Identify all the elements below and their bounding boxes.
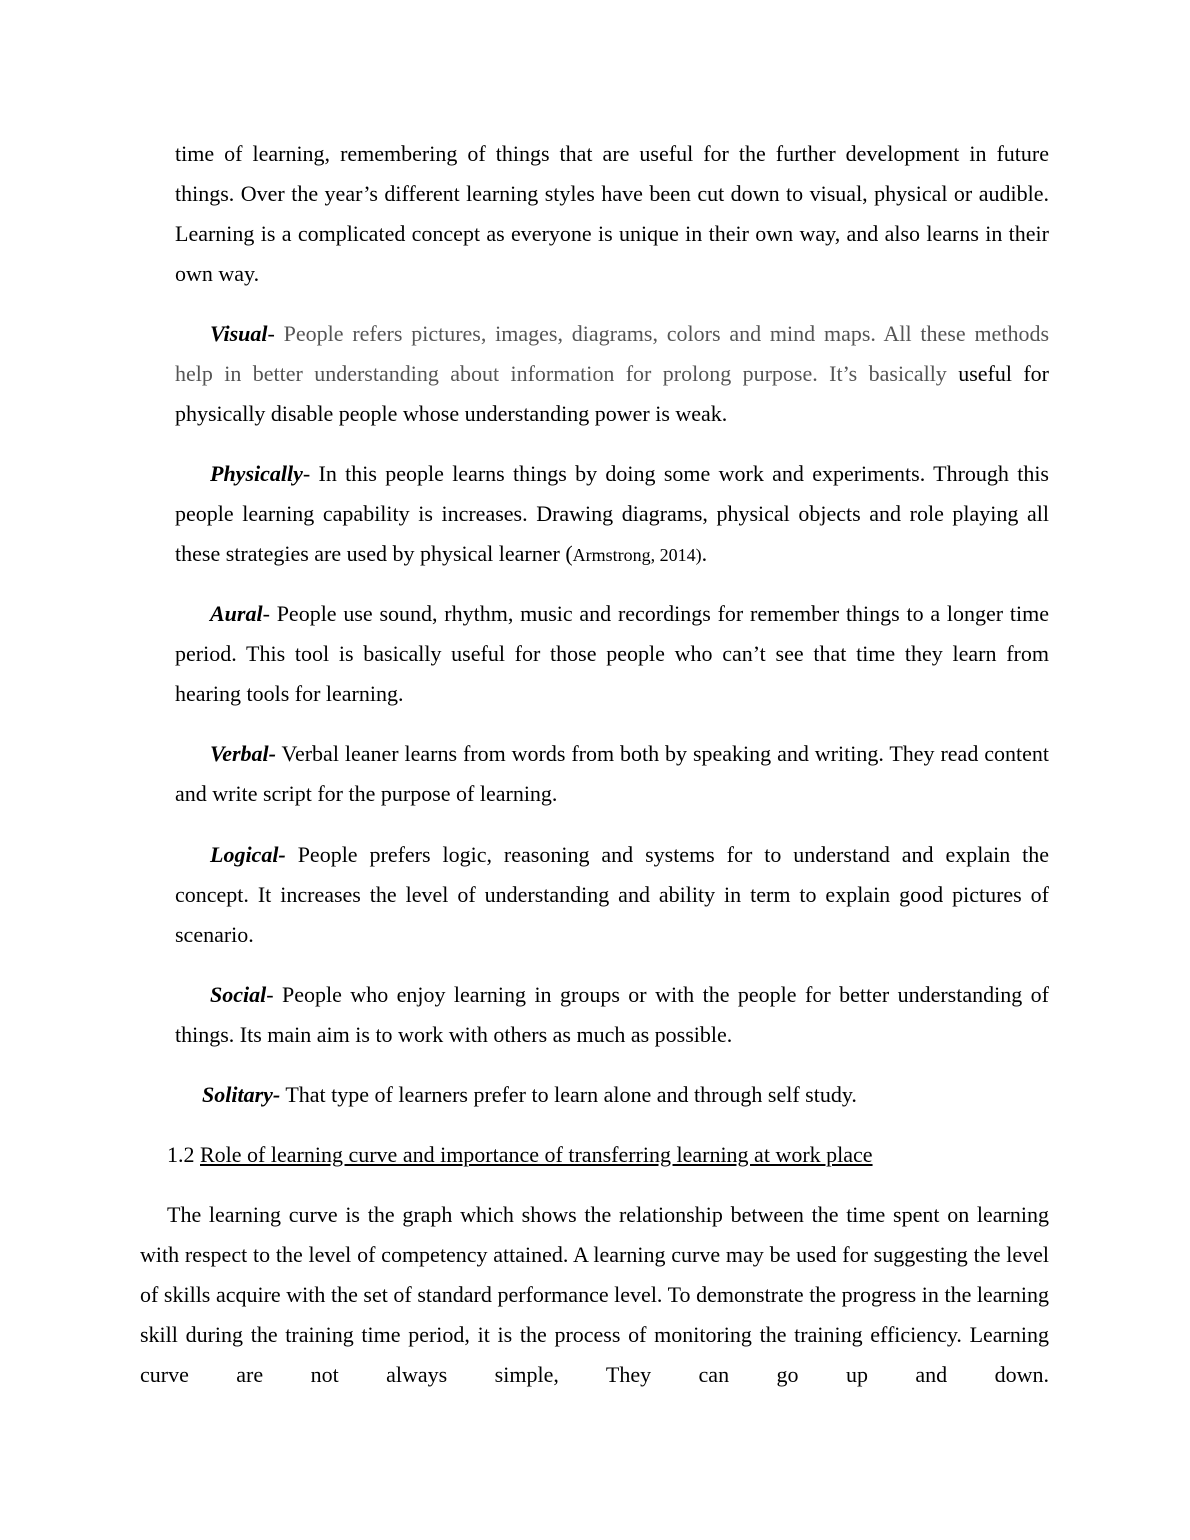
- style-aural-term: Aural: [210, 601, 263, 626]
- section-number: 1.2: [167, 1142, 200, 1167]
- style-visual-text: useful for physically disable people whose understanding power is weak.: [175, 361, 1049, 426]
- style-logical-text: People prefers logic, reasoning and systems for to understand and explain the concept. It increases the level of understanding and ability in term to explain good pictures of scenario.: [175, 842, 1049, 947]
- body-text: The learning curve is the graph which shows the relationship between the time spent on learning with respect to the level of competency attained. A learning curve may be used for suggesting the level of skills acquire with the set of standard performance level. To demonstrate the progress in the learning skill during the training time period, it is the process of monitoring the training efficiency. Learning curve are not always simple, They can go up and down.: [140, 1202, 1049, 1387]
- style-visual-text-muted: People refers pictures, images, diagrams, colors and mind maps. All these methods help in better understanding about information for prolong purpose. It’s basically: [175, 321, 1049, 386]
- style-physically-citation: Armstrong, 2014): [572, 545, 702, 565]
- style-solitary-paragraph: [175, 1075, 1049, 1115]
- style-physically-text: In this people learns things by doing some work and experiments. Through this people learning capability is increases. Drawing diagrams, physical objects and role playing all these strategies are used by physical learner (: [175, 461, 1049, 566]
- style-verbal-term: Verbal-: [210, 741, 276, 766]
- style-visual-term: Visual: [210, 321, 268, 346]
- style-physically-paragraph: [175, 454, 1049, 575]
- body-paragraph: [140, 1195, 1049, 1395]
- style-verbal-paragraph: [175, 734, 1049, 814]
- style-verbal-text: Verbal leaner learns from words from both by speaking and writing. They read content and write script for the purpose of learning.: [175, 741, 1049, 806]
- style-social-paragraph: [175, 975, 1049, 1055]
- style-aural-paragraph: [175, 594, 1049, 714]
- style-social-text: People who enjoy learning in groups or with the people for better understanding of things. Its main aim is to work with others as much as possible.: [175, 982, 1049, 1047]
- style-solitary-term: Solitary-: [202, 1082, 281, 1107]
- style-visual-paragraph: [175, 314, 1049, 434]
- style-physically-tail: .: [701, 541, 708, 566]
- style-visual-separator: -: [267, 321, 275, 346]
- style-logical-term: Logical-: [210, 842, 286, 867]
- style-social-term: Social: [210, 982, 267, 1007]
- intro-paragraph: [175, 134, 1049, 294]
- section-title: Role of learning curve and importance of transferring learning at work place: [200, 1142, 873, 1167]
- style-solitary-text: That type of learners prefer to learn alone and through self study.: [280, 1082, 857, 1107]
- intro-text: time of learning, remembering of things that are useful for the further development in future things. Over the year’s different learning styles have been cut down to visual, physical or audible. Learning is a complicated concept as everyone is unique in their own way, and also learns in their own way.: [175, 141, 1049, 286]
- style-social-separator: -: [266, 982, 274, 1007]
- style-physically-term: Physically: [210, 461, 303, 486]
- style-physically-separator: -: [302, 461, 311, 486]
- style-aural-text: People use sound, rhythm, music and recordings for remember things to a longer time period. This tool is basically useful for those people who can’t see that time they learn from hearing tools for learning.: [175, 601, 1049, 706]
- style-aural-separator: -: [262, 601, 270, 626]
- style-logical-paragraph: [175, 835, 1049, 955]
- section-heading: [167, 1135, 873, 1175]
